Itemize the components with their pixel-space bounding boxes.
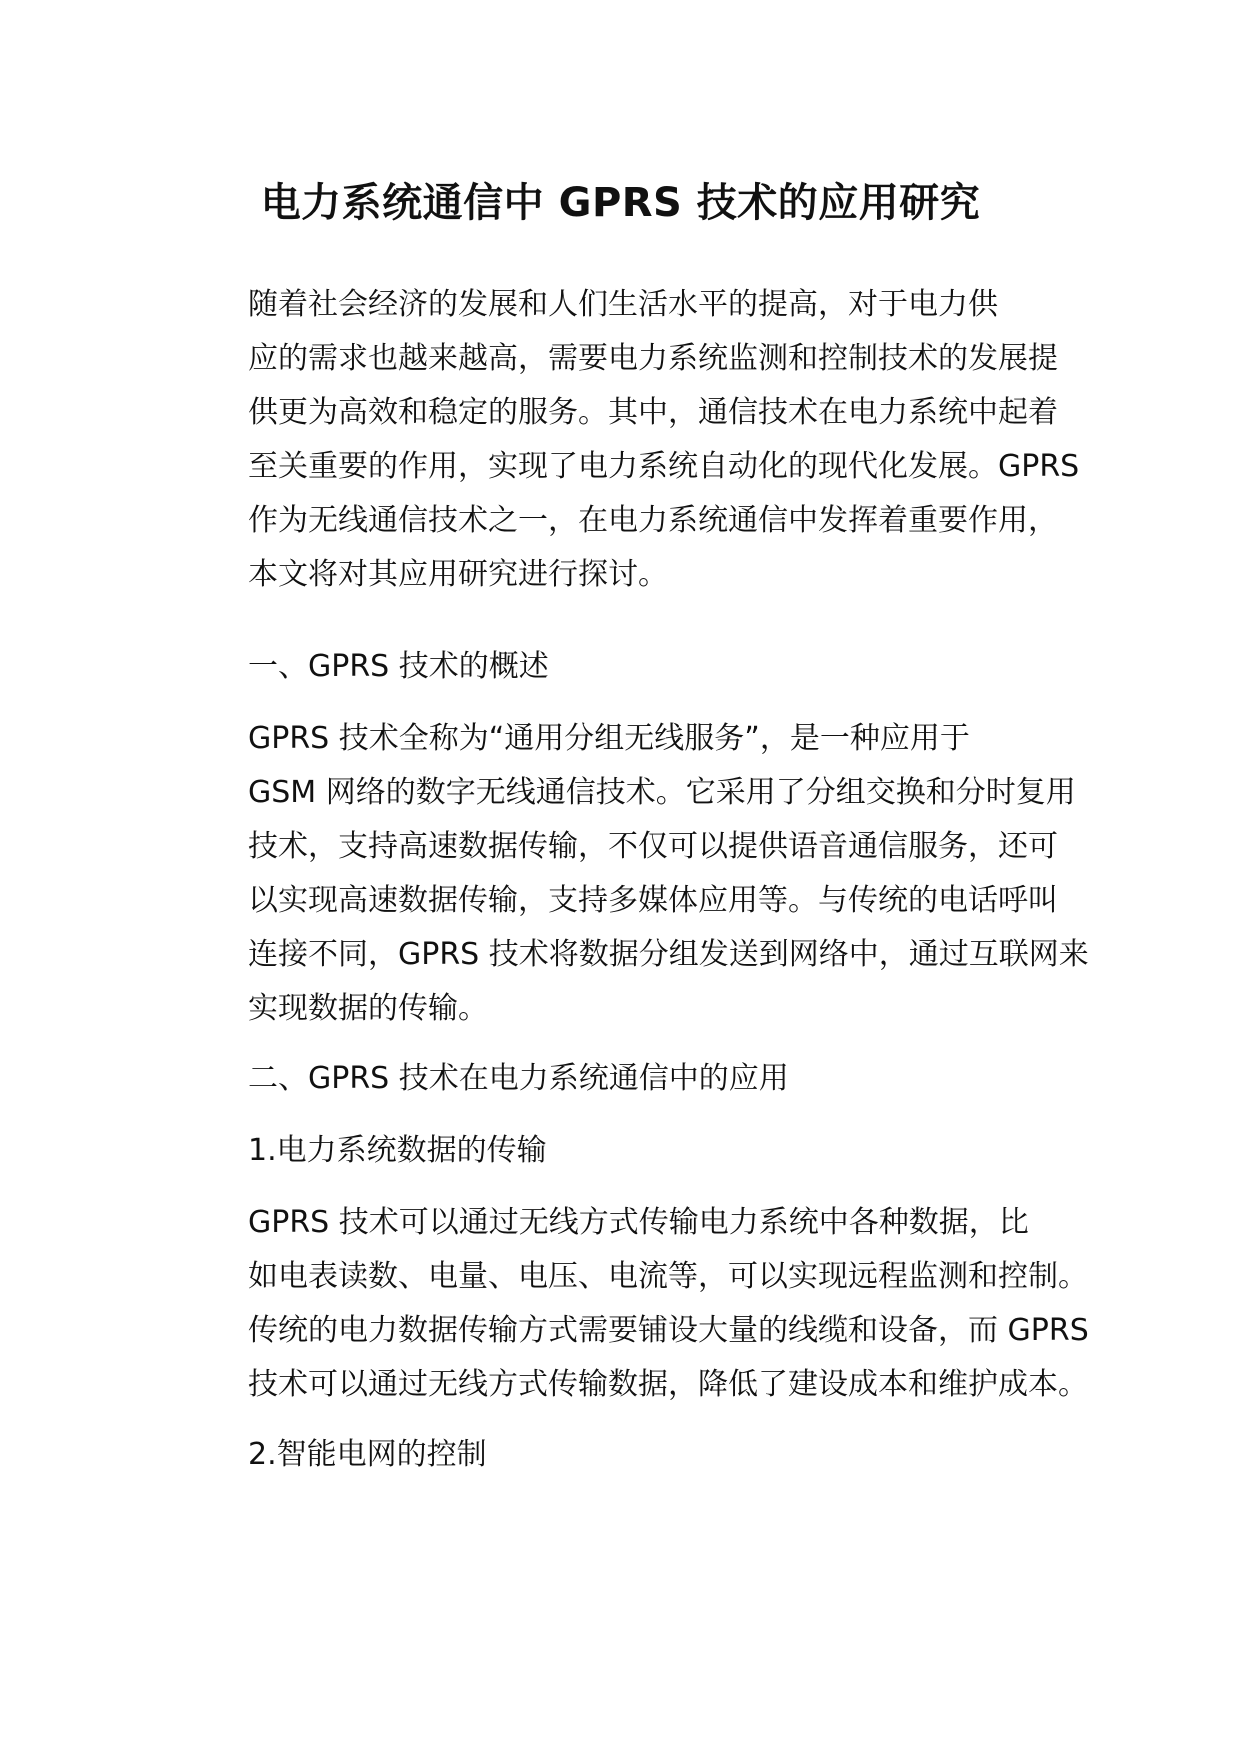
paragraph-line: 技术可以通过无线方式传输数据，降低了建设成本和维护成本。 — [248, 1367, 1088, 1402]
sub1-heading: 1.电力系统数据的传输 — [248, 1133, 547, 1168]
paragraph-line: 以实现高速数据传输，支持多媒体应用等。与传统的电话呼叫 — [248, 883, 1058, 918]
section1-paragraph — [188, 712, 1089, 1036]
sub1-paragraph — [188, 1196, 1089, 1412]
paragraph-line: 如电表读数、电量、电压、电流等，可以实现远程监测和控制。 — [248, 1259, 1088, 1294]
paragraph-line: GSM 网络的数字无线通信技术。它采用了分组交换和分时复用 — [248, 775, 1076, 810]
paragraph-line: 供更为高效和稳定的服务。其中，通信技术在电力系统中起着 — [248, 395, 1058, 430]
section1-heading: 一、GPRS 技术的概述 — [248, 649, 549, 684]
intro-paragraph — [188, 278, 1080, 602]
sub2-heading: 2.智能电网的控制 — [248, 1437, 487, 1472]
paragraph-line: 技术，支持高速数据传输，不仅可以提供语音通信服务，还可 — [248, 829, 1058, 864]
paragraph-line: 连接不同，GPRS 技术将数据分组发送到网络中，通过互联网来 — [248, 937, 1089, 972]
paragraph-line: 本文将对其应用研究进行探讨。 — [248, 557, 668, 592]
section-heading — [188, 640, 1068, 694]
document-title: 电力系统通信中 GPRS 技术的应用研究 — [260, 180, 981, 226]
subsection-heading — [188, 1428, 1068, 1482]
section2-heading: 二、GPRS 技术在电力系统通信中的应用 — [248, 1061, 789, 1096]
paragraph-line: 实现数据的传输。 — [248, 991, 488, 1026]
paragraph-line: 至关重要的作用，实现了电力系统自动化的现代化发展。GPRS — [248, 449, 1080, 484]
paragraph-line: 传统的电力数据传输方式需要铺设大量的线缆和设备，而 GPRS — [248, 1313, 1089, 1348]
paragraph-line: 作为无线通信技术之一，在电力系统通信中发挥着重要作用， — [248, 503, 1058, 538]
paragraph-line: 随着社会经济的发展和人们生活水平的提高，对于电力供 — [248, 287, 998, 322]
paragraph-line: 应的需求也越来越高，需要电力系统监测和控制技术的发展提 — [248, 341, 1058, 376]
paragraph-line: GPRS 技术全称为“通用分组无线服务”，是一种应用于 — [248, 721, 970, 756]
paragraph-line: GPRS 技术可以通过无线方式传输电力系统中各种数据，比 — [248, 1205, 1029, 1240]
subsection-heading — [188, 1124, 1068, 1178]
section-heading — [188, 1052, 1068, 1106]
